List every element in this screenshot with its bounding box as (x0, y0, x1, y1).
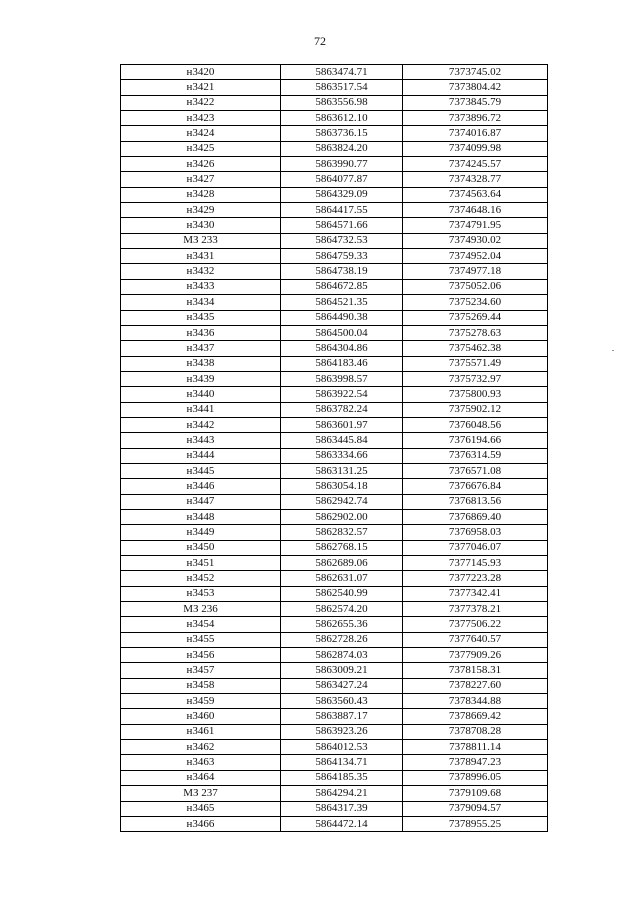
x-coordinate-cell: 5863009.21 (281, 663, 403, 678)
x-coordinate-cell: 5863736.15 (281, 126, 403, 141)
x-coordinate-cell: 5863445.84 (281, 433, 403, 448)
y-coordinate-cell: 7378227.60 (403, 678, 548, 693)
table-row (121, 310, 548, 325)
x-coordinate-cell: 5864571.66 (281, 218, 403, 233)
point-id-cell: н3441 (121, 402, 281, 417)
point-id-cell: н3461 (121, 724, 281, 739)
point-id-cell: н3420 (121, 65, 281, 80)
point-id-cell: н3426 (121, 157, 281, 172)
margin-mark (612, 350, 614, 351)
y-coordinate-cell: 7375234.60 (403, 295, 548, 310)
point-id-cell: н3454 (121, 617, 281, 632)
y-coordinate-cell: 7377640.57 (403, 632, 548, 647)
y-coordinate-cell: 7377342.41 (403, 586, 548, 601)
y-coordinate-cell: 7373845.79 (403, 95, 548, 110)
x-coordinate-cell: 5864304.86 (281, 341, 403, 356)
point-id-cell: н3462 (121, 740, 281, 755)
point-id-cell: н3455 (121, 632, 281, 647)
y-coordinate-cell: 7375278.63 (403, 325, 548, 340)
point-id-cell: н3440 (121, 387, 281, 402)
table-row (121, 755, 548, 770)
x-coordinate-cell: 5862768.15 (281, 540, 403, 555)
table-row (121, 417, 548, 432)
point-id-cell: н3463 (121, 755, 281, 770)
point-id-cell: н3437 (121, 341, 281, 356)
point-id-cell: н3458 (121, 678, 281, 693)
y-coordinate-cell: 7376314.59 (403, 448, 548, 463)
y-coordinate-cell: 7375571.49 (403, 356, 548, 371)
table-body (121, 65, 548, 832)
y-coordinate-cell: 7379109.68 (403, 786, 548, 801)
y-coordinate-cell: 7376571.08 (403, 463, 548, 478)
table-row (121, 617, 548, 632)
x-coordinate-cell: 5863474.71 (281, 65, 403, 80)
point-id-cell: н3447 (121, 494, 281, 509)
page-number: 72 (314, 34, 326, 48)
point-id-cell: н3465 (121, 801, 281, 816)
table-row (121, 279, 548, 294)
table-row (121, 586, 548, 601)
x-coordinate-cell: 5862574.20 (281, 602, 403, 617)
point-id-cell: н3428 (121, 187, 281, 202)
x-coordinate-cell: 5864500.04 (281, 325, 403, 340)
table-row (121, 371, 548, 386)
x-coordinate-cell: 5862540.99 (281, 586, 403, 601)
y-coordinate-cell: 7376676.84 (403, 479, 548, 494)
table-row (121, 433, 548, 448)
table-row (121, 249, 548, 264)
table-row (121, 448, 548, 463)
table-row (121, 295, 548, 310)
y-coordinate-cell: 7374648.16 (403, 203, 548, 218)
x-coordinate-cell: 5862655.36 (281, 617, 403, 632)
x-coordinate-cell: 5862902.00 (281, 509, 403, 524)
table-row (121, 509, 548, 524)
x-coordinate-cell: 5863990.77 (281, 157, 403, 172)
table-row (121, 709, 548, 724)
table-row (121, 556, 548, 571)
x-coordinate-cell: 5863887.17 (281, 709, 403, 724)
x-coordinate-cell: 5864077.87 (281, 172, 403, 187)
y-coordinate-cell: 7374016.87 (403, 126, 548, 141)
table-row (121, 187, 548, 202)
y-coordinate-cell: 7374245.57 (403, 157, 548, 172)
point-id-cell: н3436 (121, 325, 281, 340)
point-id-cell: н3432 (121, 264, 281, 279)
y-coordinate-cell: 7375902.12 (403, 402, 548, 417)
x-coordinate-cell: 5863601.97 (281, 417, 403, 432)
x-coordinate-cell: 5863334.66 (281, 448, 403, 463)
table-row (121, 479, 548, 494)
x-coordinate-cell: 5864185.35 (281, 770, 403, 785)
y-coordinate-cell: 7376048.56 (403, 417, 548, 432)
point-id-cell: н3442 (121, 417, 281, 432)
y-coordinate-cell: 7378669.42 (403, 709, 548, 724)
table-row (121, 678, 548, 693)
point-id-cell: н3457 (121, 663, 281, 678)
point-id-cell: н3443 (121, 433, 281, 448)
y-coordinate-cell: 7375052.06 (403, 279, 548, 294)
table-row (121, 264, 548, 279)
table-row (121, 402, 548, 417)
y-coordinate-cell: 7375462.38 (403, 341, 548, 356)
table-row (121, 387, 548, 402)
point-id-cell: н3456 (121, 648, 281, 663)
point-id-cell: н3430 (121, 218, 281, 233)
table-row (121, 740, 548, 755)
point-id-cell: н3466 (121, 816, 281, 831)
point-id-cell: н3425 (121, 141, 281, 156)
point-id-cell: н3434 (121, 295, 281, 310)
y-coordinate-cell: 7374791.95 (403, 218, 548, 233)
point-id-cell: н3449 (121, 525, 281, 540)
table-row (121, 724, 548, 739)
table-row (121, 325, 548, 340)
point-id-cell: н3431 (121, 249, 281, 264)
y-coordinate-cell: 7375732.97 (403, 371, 548, 386)
table-row (121, 770, 548, 785)
x-coordinate-cell: 5863427.24 (281, 678, 403, 693)
point-id-cell: МЗ 236 (121, 602, 281, 617)
x-coordinate-cell: 5864472.14 (281, 816, 403, 831)
x-coordinate-cell: 5862631.07 (281, 571, 403, 586)
x-coordinate-cell: 5864417.55 (281, 203, 403, 218)
point-id-cell: н3427 (121, 172, 281, 187)
y-coordinate-cell: 7377909.26 (403, 648, 548, 663)
x-coordinate-cell: 5864759.33 (281, 249, 403, 264)
y-coordinate-cell: 7374977.18 (403, 264, 548, 279)
table-row (121, 632, 548, 647)
y-coordinate-cell: 7375800.93 (403, 387, 548, 402)
x-coordinate-cell: 5864317.39 (281, 801, 403, 816)
point-id-cell: н3445 (121, 463, 281, 478)
point-id-cell: н3452 (121, 571, 281, 586)
point-id-cell: н3424 (121, 126, 281, 141)
point-id-cell: н3459 (121, 694, 281, 709)
table-row (121, 65, 548, 80)
point-id-cell: н3438 (121, 356, 281, 371)
x-coordinate-cell: 5862832.57 (281, 525, 403, 540)
x-coordinate-cell: 5864521.35 (281, 295, 403, 310)
coordinates-table (120, 64, 548, 832)
table-row (121, 233, 548, 248)
x-coordinate-cell: 5863923.26 (281, 724, 403, 739)
x-coordinate-cell: 5863782.24 (281, 402, 403, 417)
point-id-cell: н3421 (121, 80, 281, 95)
table-row (121, 157, 548, 172)
x-coordinate-cell: 5862689.06 (281, 556, 403, 571)
point-id-cell: н3453 (121, 586, 281, 601)
y-coordinate-cell: 7378955.25 (403, 816, 548, 831)
point-id-cell: н3433 (121, 279, 281, 294)
y-coordinate-cell: 7374930.02 (403, 233, 548, 248)
table-row (121, 540, 548, 555)
y-coordinate-cell: 7377223.28 (403, 571, 548, 586)
x-coordinate-cell: 5864012.53 (281, 740, 403, 755)
x-coordinate-cell: 5864329.09 (281, 187, 403, 202)
x-coordinate-cell: 5864490.38 (281, 310, 403, 325)
x-coordinate-cell: 5864738.19 (281, 264, 403, 279)
y-coordinate-cell: 7378708.28 (403, 724, 548, 739)
point-id-cell: н3439 (121, 371, 281, 386)
point-id-cell: н3448 (121, 509, 281, 524)
table-row (121, 356, 548, 371)
point-id-cell: н3422 (121, 95, 281, 110)
x-coordinate-cell: 5863054.18 (281, 479, 403, 494)
table-row (121, 786, 548, 801)
table-row (121, 463, 548, 478)
y-coordinate-cell: 7373896.72 (403, 111, 548, 126)
y-coordinate-cell: 7379094.57 (403, 801, 548, 816)
point-id-cell: н3450 (121, 540, 281, 555)
y-coordinate-cell: 7378996.05 (403, 770, 548, 785)
table-row (121, 111, 548, 126)
y-coordinate-cell: 7377046.07 (403, 540, 548, 555)
point-id-cell: МЗ 237 (121, 786, 281, 801)
y-coordinate-cell: 7373804.42 (403, 80, 548, 95)
x-coordinate-cell: 5862942.74 (281, 494, 403, 509)
table-row (121, 663, 548, 678)
y-coordinate-cell: 7375269.44 (403, 310, 548, 325)
table-row (121, 525, 548, 540)
x-coordinate-cell: 5863517.54 (281, 80, 403, 95)
table-row (121, 203, 548, 218)
y-coordinate-cell: 7378344.88 (403, 694, 548, 709)
x-coordinate-cell: 5864294.21 (281, 786, 403, 801)
table-row (121, 80, 548, 95)
y-coordinate-cell: 7376958.03 (403, 525, 548, 540)
table-row (121, 494, 548, 509)
x-coordinate-cell: 5864672.85 (281, 279, 403, 294)
point-id-cell: н3435 (121, 310, 281, 325)
table-row (121, 694, 548, 709)
y-coordinate-cell: 7377378.21 (403, 602, 548, 617)
y-coordinate-cell: 7377506.22 (403, 617, 548, 632)
x-coordinate-cell: 5862874.03 (281, 648, 403, 663)
y-coordinate-cell: 7374328.77 (403, 172, 548, 187)
table-row (121, 126, 548, 141)
x-coordinate-cell: 5864183.46 (281, 356, 403, 371)
table-row (121, 602, 548, 617)
x-coordinate-cell: 5863824.20 (281, 141, 403, 156)
y-coordinate-cell: 7378947.23 (403, 755, 548, 770)
x-coordinate-cell: 5863131.25 (281, 463, 403, 478)
x-coordinate-cell: 5863556.98 (281, 95, 403, 110)
point-id-cell: н3429 (121, 203, 281, 218)
x-coordinate-cell: 5863922.54 (281, 387, 403, 402)
y-coordinate-cell: 7373745.02 (403, 65, 548, 80)
y-coordinate-cell: 7374099.98 (403, 141, 548, 156)
y-coordinate-cell: 7374952.04 (403, 249, 548, 264)
y-coordinate-cell: 7376194.66 (403, 433, 548, 448)
table-row (121, 648, 548, 663)
table-row (121, 801, 548, 816)
table-row (121, 172, 548, 187)
y-coordinate-cell: 7378811.14 (403, 740, 548, 755)
point-id-cell: н3451 (121, 556, 281, 571)
point-id-cell: н3423 (121, 111, 281, 126)
y-coordinate-cell: 7376813.56 (403, 494, 548, 509)
point-id-cell: н3460 (121, 709, 281, 724)
table-row (121, 218, 548, 233)
table-row (121, 141, 548, 156)
point-id-cell: н3464 (121, 770, 281, 785)
y-coordinate-cell: 7374563.64 (403, 187, 548, 202)
x-coordinate-cell: 5863998.57 (281, 371, 403, 386)
table-row (121, 341, 548, 356)
x-coordinate-cell: 5864732.53 (281, 233, 403, 248)
x-coordinate-cell: 5864134.71 (281, 755, 403, 770)
y-coordinate-cell: 7377145.93 (403, 556, 548, 571)
table-row (121, 95, 548, 110)
point-id-cell: н3446 (121, 479, 281, 494)
y-coordinate-cell: 7378158.31 (403, 663, 548, 678)
table-row (121, 571, 548, 586)
table-row (121, 816, 548, 831)
point-id-cell: МЗ 233 (121, 233, 281, 248)
x-coordinate-cell: 5863560.43 (281, 694, 403, 709)
x-coordinate-cell: 5863612.10 (281, 111, 403, 126)
y-coordinate-cell: 7376869.40 (403, 509, 548, 524)
point-id-cell: н3444 (121, 448, 281, 463)
x-coordinate-cell: 5862728.26 (281, 632, 403, 647)
